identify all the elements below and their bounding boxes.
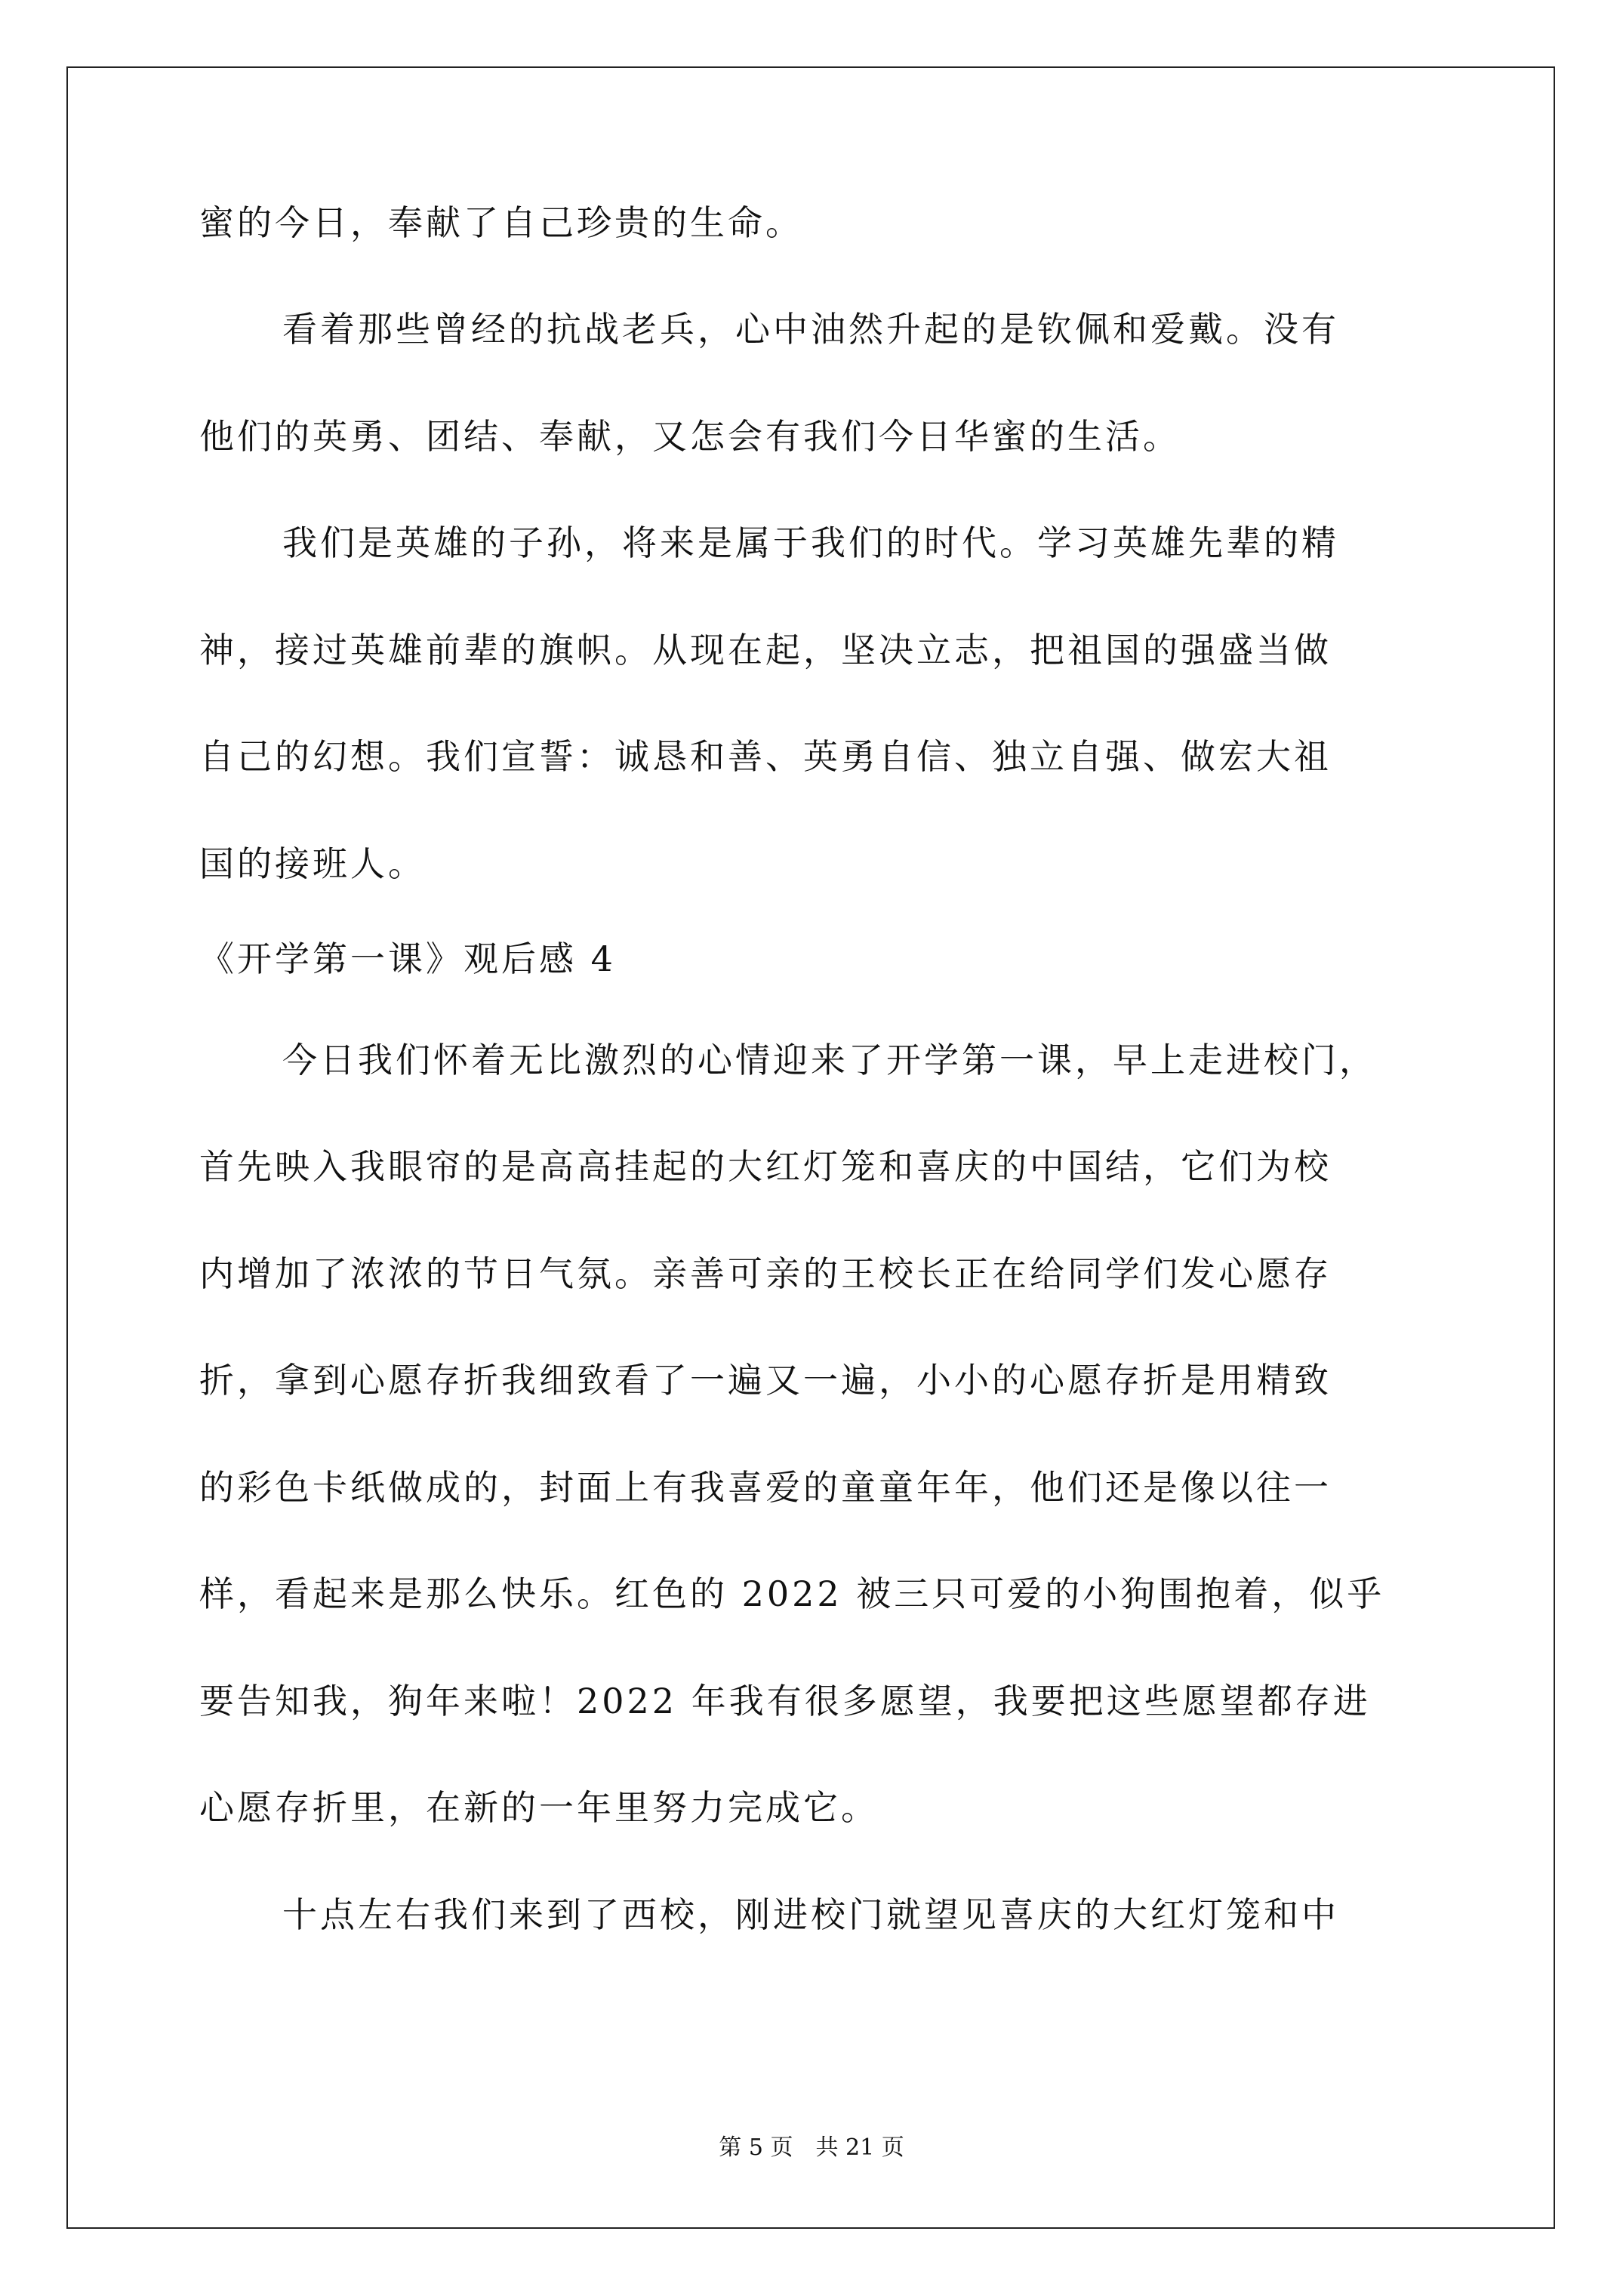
text-line: 折，拿到心愿存折我细致看了一遍又一遍，小小的心愿存折是用精致	[199, 1360, 1332, 1401]
page-footer: 第 5 页 共 21 页	[719, 2134, 904, 2161]
text-line: 国的接班人。	[199, 843, 426, 884]
text-line: 要告知我，狗年来啦！2022 年我有很多愿望，我要把这些愿望都存进	[199, 1681, 1371, 1721]
text-line: 自己的幻想。我们宣誓：诚恳和善、英勇自信、独立自强、做宏大祖	[199, 736, 1332, 777]
section-heading: 《开学第一课》观后感 4	[199, 938, 616, 979]
text-line: 内增加了浓浓的节日气氛。亲善可亲的王校长正在给同学们发心愿存	[199, 1253, 1332, 1294]
text-line: 十点左右我们来到了西校，刚进校门就望见喜庆的大红灯笼和中	[282, 1894, 1339, 1935]
text-line: 蜜的今日，奉献了自己珍贵的生命。	[199, 202, 803, 243]
text-line: 今日我们怀着无比激烈的心情迎来了开学第一课，早上走进校门，	[282, 1040, 1377, 1080]
text-line: 看着那些曾经的抗战老兵，心中油然升起的是钦佩和爱戴。没有	[282, 309, 1339, 350]
text-line: 首先映入我眼帘的是高高挂起的大红灯笼和喜庆的中国结，它们为校	[199, 1146, 1332, 1187]
text-line: 样，看起来是那么快乐。红色的 2022 被三只可爱的小狗围抱着，似乎	[199, 1573, 1385, 1614]
text-line: 的彩色卡纸做成的，封面上有我喜爱的童童年年，他们还是像以往一	[199, 1467, 1332, 1508]
text-line: 我们是英雄的子孙，将来是属于我们的时代。学习英雄先辈的精	[282, 522, 1339, 563]
text-line: 神，接过英雄前辈的旗帜。从现在起，坚决立志，把祖国的强盛当做	[199, 630, 1332, 670]
text-line: 心愿存折里，在新的一年里努力完成它。	[199, 1787, 879, 1828]
text-line: 他们的英勇、团结、奉献，又怎会有我们今日华蜜的生活。	[199, 416, 1181, 457]
